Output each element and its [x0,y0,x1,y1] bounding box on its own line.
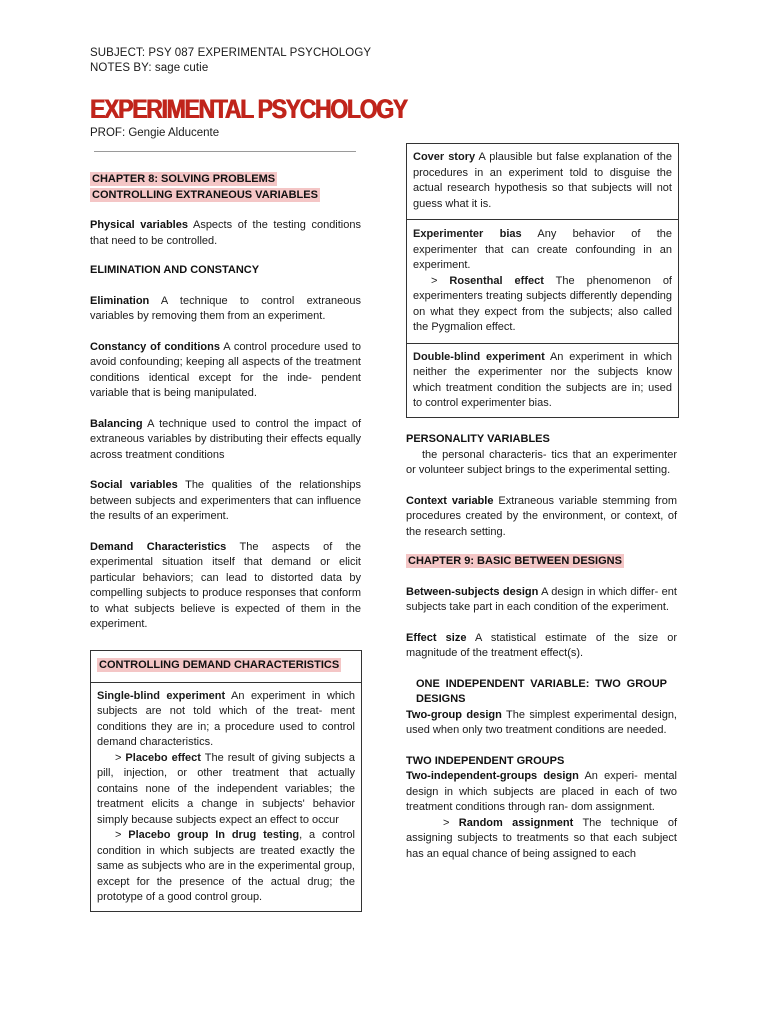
term: Two-independent-groups design [406,770,579,782]
definition: Extraneous variable stemming from procedures created by the environment, or context, of the research setting. [406,494,677,538]
random-assignment-entry [406,816,677,863]
bullet: > [115,751,126,764]
notes-by-line: NOTES BY: sage cutie [90,62,209,74]
term: Rosenthal effect [449,274,544,287]
chapter9-heading [406,554,677,570]
term: Constancy of conditions [90,340,220,353]
box-heading: CONTROLLING DEMAND CHARACTERISTICS [99,659,340,671]
two-independent-groups-entry [406,769,677,816]
box-body-cell [91,682,361,912]
definition: Any behavior of the experimenter that can create confounding in an experiment. [413,228,673,271]
left-column [90,171,361,633]
definition: A statistical estimate of the size or magnitude of the treatment effect(s). [406,631,677,659]
constancy-entry [90,340,361,402]
experimenter-bias-entry [413,227,672,274]
placebo-group-entry [97,828,355,906]
definition: The aspects of the experimental situation itself that demand or elicit particular behaviors; can lead to distorted data by compelling subjects to produce responses that conform to what subjects believe is expected of them in the experiment. [90,540,361,630]
definition: The result of giving subjects a pill, injection, or other treatment that actually contains none of the independent variables; the treatment elicits a change in subjects' behavior simply because subjects expect an effect to occur [97,751,355,826]
experimenter-bias-cell [407,219,678,343]
between-subjects-entry [406,585,677,616]
demand-characteristics-entry [90,540,361,633]
title-divider [94,151,356,152]
cover-story-entry [413,150,672,212]
placebo-effect-entry [97,751,355,829]
term: Placebo group In drug testing [128,829,300,841]
rosenthal-effect-entry [413,274,672,336]
definition: An experi- mental design in which subjects are placed in each of two treatment conditions through ran- dom assignment. [406,770,677,813]
personality-variables-heading: PERSONALITY VARIABLES [406,433,550,445]
definition: A technique used to control the impact of extraneous variables by distributing their effects equally across treatment conditions [90,417,361,461]
definition: The phenomenon of experimenters treating subjects differently depending on what they expect from the subjects; also called the Pygmalion effect. [413,274,672,333]
demand-characteristics-box [90,650,362,912]
term: Social variables [90,479,178,491]
chapter9-label: CHAPTER 9: BASIC BETWEEN DESIGNS [408,555,622,567]
two-group-design-entry [406,708,677,739]
term: Double-blind experiment [413,350,545,363]
term: Two-group design [406,708,502,721]
definition: A technique to control extraneous variables by removing them from an experiment. [90,294,361,322]
definition: An experiment in which neither the experimenter nor the subjects know which treatment condition the subjects are in; used to control experimenter bias. [413,350,672,409]
definition: Aspects of the testing conditions that need to be controlled. [90,219,361,247]
definition: A plausible but false explanation of the procedures in an experiment told to disguise the actual research hypothesis so that subjects will not guess what it is. [413,151,672,210]
term: Random assignment [458,816,574,829]
definition: , a control condition in which subjects are treated exactly the same as subjects who are in the experimental group, except for the presence of the actual drug; the prototype of a good control group. [97,829,355,903]
chapter8-line1: CHAPTER 8: SOLVING PROBLEMS [92,173,276,185]
bullet: > [443,816,459,829]
personality-variables-def: the personal characteris- tics that an experimenter or volunteer subject brings to the experimental setting. [406,448,677,476]
term: Elimination [90,294,150,307]
term: Effect size [406,631,467,644]
term: Placebo effect [125,751,201,764]
subject-line: SUBJECT: PSY 087 EXPERIMENTAL PSYCHOLOGY [90,47,372,59]
social-variables-entry [90,478,361,525]
term: Physical variables [90,219,188,231]
elimination-entry [90,294,361,325]
chapter8-heading [90,172,361,203]
bullet: > [115,829,129,841]
term: Experimenter bias [413,228,522,240]
box-header-cell [91,651,361,682]
definition: The simplest experimental design, used when only two treatment conditions are needed. [406,708,677,736]
definition: The qualities of the relationships between subjects and experimenters that can influence the results of an experiment. [90,479,361,522]
right-definitions-box [406,143,679,418]
cover-story-cell [407,144,678,219]
double-blind-cell [407,343,678,418]
term: Single-blind experiment [97,689,226,702]
definition: A control procedure used to avoid confounding; keeping all aspects of the treatment conditions identical except for the inde- pendent variable that is being manipulated. [90,340,361,399]
term: Between-subjects design [406,585,539,598]
one-iv-heading: ONE INDEPENDENT VARIABLE: TWO GROUP DESIGNS [416,677,667,705]
physical-variables-entry [90,218,361,249]
term: Balancing [90,417,143,430]
context-variable-entry [406,494,677,541]
professor-line: PROF: Gengie Alducente [90,127,220,139]
balancing-entry [90,417,361,464]
definition: An experiment in which subjects are not told which of the treat- ment conditions they are in; a procedure used to control demand characteristics. [97,689,356,748]
document-title: EXPERIMENTAL PSYCHOLOGY [90,94,407,124]
term: Cover story [413,151,476,163]
effect-size-entry [406,631,677,662]
definition: The technique of assigning subjects to treatments so that each subject has an equal chance of being assigned to each [406,816,678,860]
two-independent-groups-heading: TWO INDEPENDENT GROUPS [406,754,565,767]
term: Demand Characteristics [90,540,227,553]
chapter8-line2: CONTROLLING EXTRANEOUS VARIABLES [92,188,318,201]
single-blind-entry [97,689,355,751]
definition: A design in which differ- ent subjects take part in each condition of the experiment. [406,585,677,613]
term: Context variable [406,494,494,507]
double-blind-entry [413,350,672,412]
elimination-constancy-heading: ELIMINATION AND CONSTANCY [90,264,260,276]
right-column [406,432,677,862]
bullet: > [431,274,450,287]
